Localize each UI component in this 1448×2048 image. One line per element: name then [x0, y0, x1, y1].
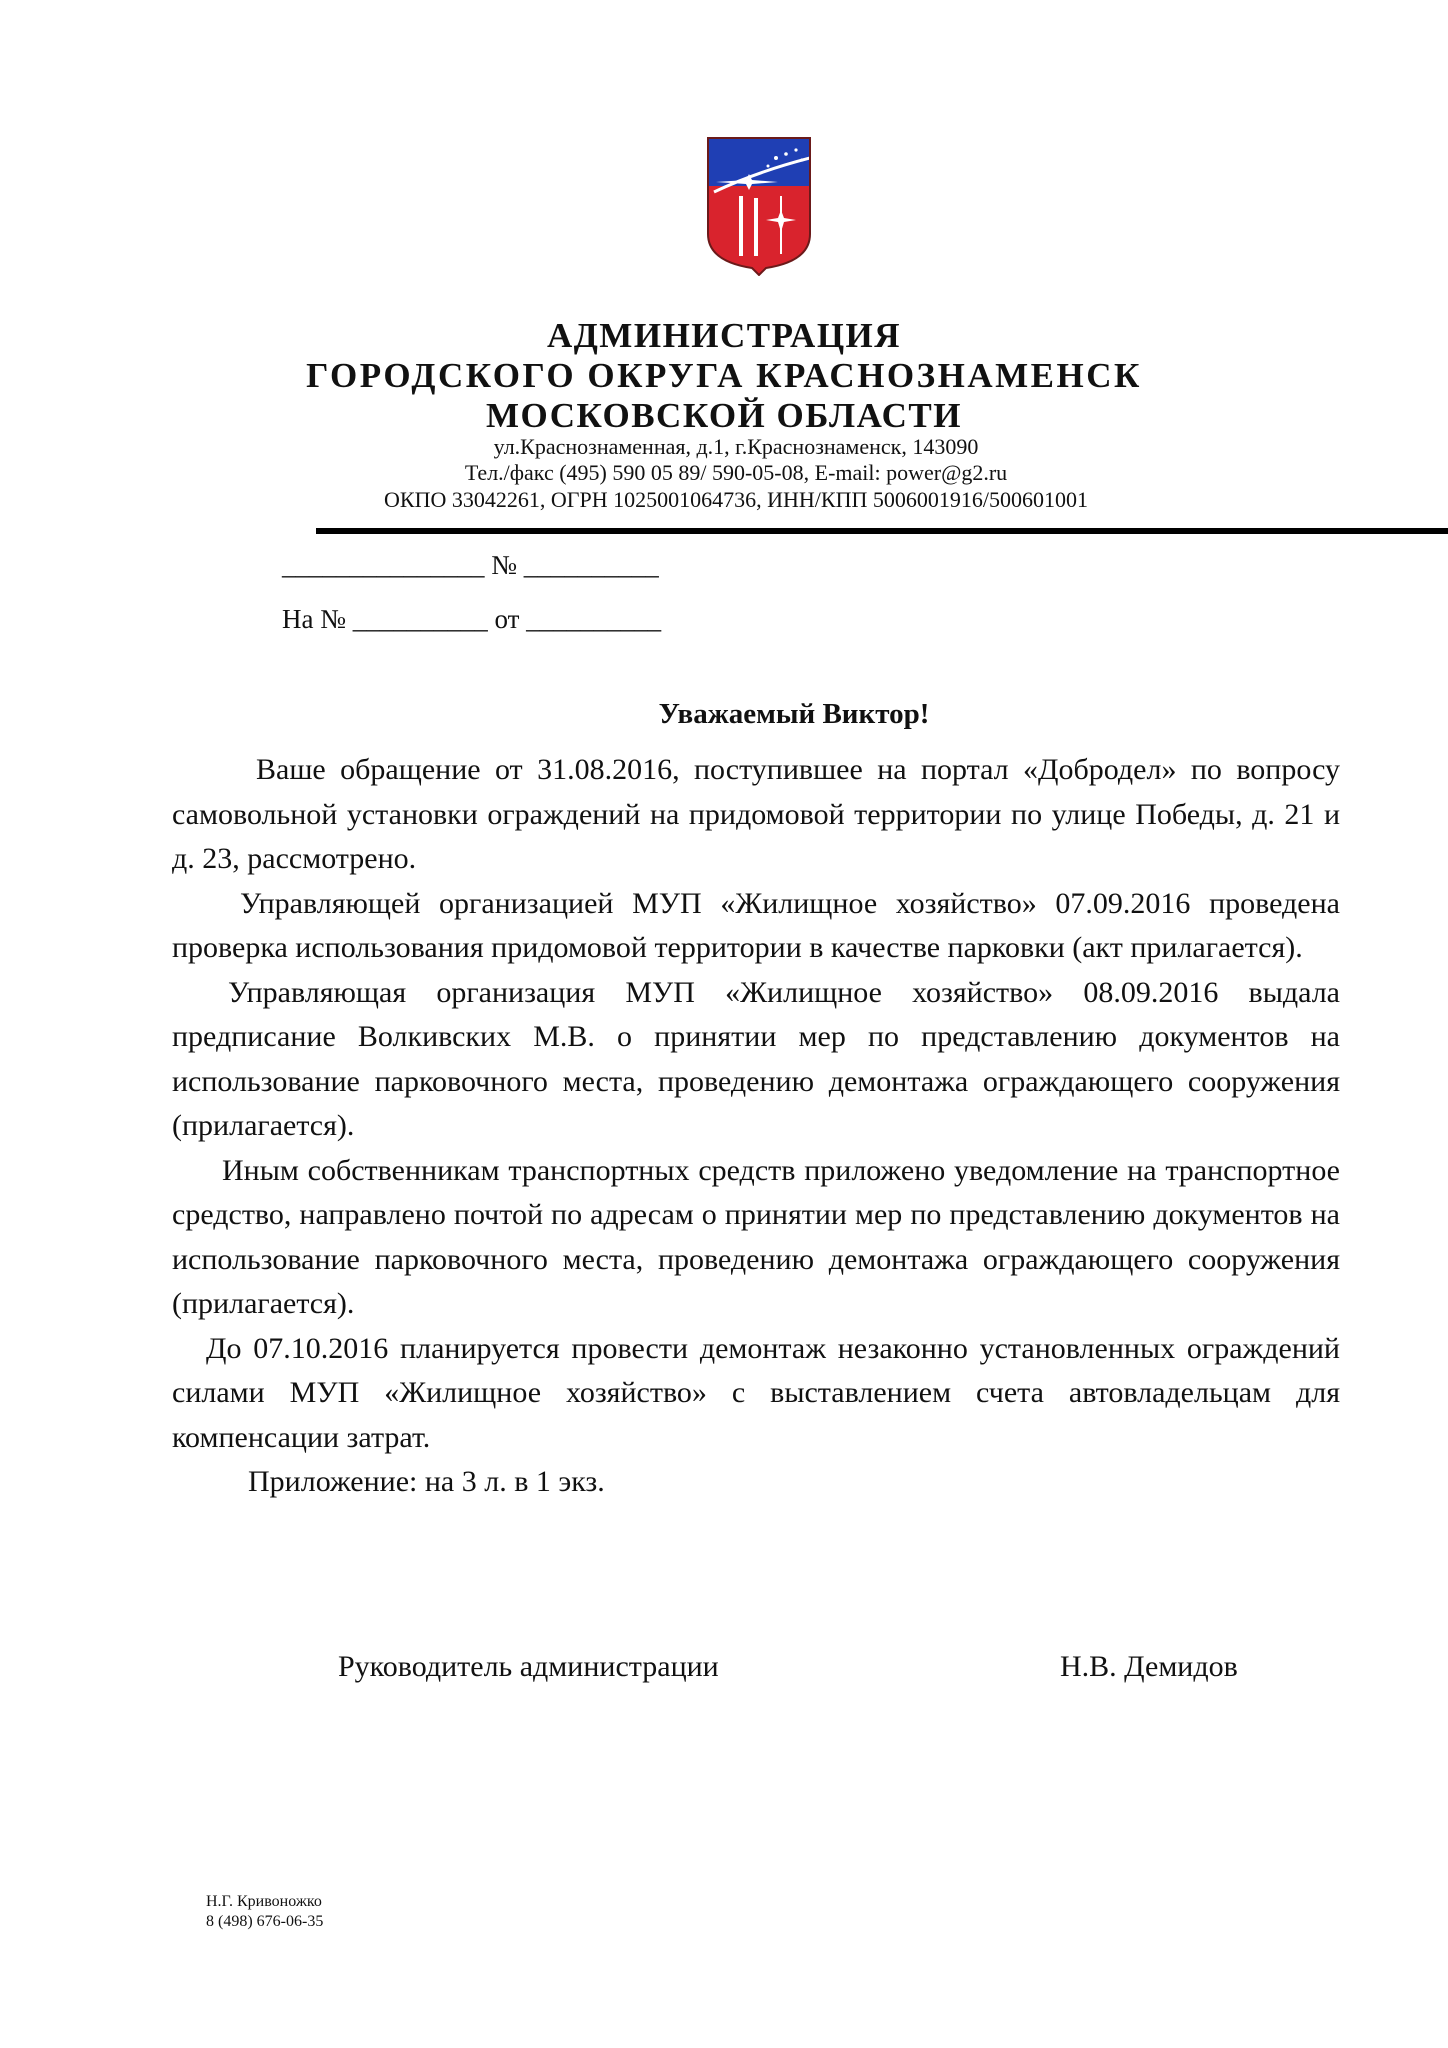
- salutation: Уважаемый Виктор!: [658, 698, 930, 730]
- header-divider: [316, 528, 1448, 534]
- paragraph: До 07.10.2016 планируется провести демонтаж незаконно установленных ограждений силами МУП «Жилищное хозяйство» с выставлением счета автовладельцам для компенсации затрат.: [172, 1331, 1340, 1454]
- attachment-note: Приложение: на 3 л. в 1 экз.: [248, 1465, 605, 1498]
- paragraph: Управляющей организацией МУП «Жилищное хозяйство» 07.09.2016 проведена проверка использования придомовой территории в качестве парковки (акт прилагается).: [172, 886, 1340, 964]
- signature-title: Руководитель администрации: [338, 1650, 719, 1683]
- org-phone: Тел./факс (495) 590 05 89/ 590-05-08, E-mail: power@g2.ru: [464, 460, 1008, 485]
- executor-name: Н.Г. Кривоножко: [206, 1893, 322, 1910]
- paragraph: Ваше обращение от 31.08.2016, поступившее на портал «Добродел» по вопросу самовольной установки ограждений на придомовой территории по улице Победы, д. 21 и д. 23, рассмотрено.: [172, 753, 1340, 875]
- executor-info: [206, 1892, 323, 1932]
- signature-name: Н.В. Демидов: [1060, 1650, 1238, 1683]
- org-name-line-3: МОСКОВСКОЙ ОБЛАСТИ: [486, 396, 962, 435]
- org-address: ул.Краснознаменная, д.1, г.Краснознаменск, 143090: [493, 434, 979, 459]
- org-codes: ОКПО 33042261, ОГРН 1025001064736, ИНН/КПП 5006001916/500601001: [384, 487, 1088, 512]
- org-name-line-2: ГОРОДСКОГО ОКРУГА КРАСНОЗНАМЕНСК: [306, 356, 1142, 395]
- letter-body: [172, 748, 1340, 1505]
- coat-of-arms-icon: [706, 136, 812, 276]
- paragraph: Управляющая организация МУП «Жилищное хозяйство» 08.09.2016 выдала предписание Волкивских М.В. о принятии мер по представлению документов на использование парковочного места, проведению демонтажа ограждающего сооружения (прилагается).: [172, 975, 1340, 1142]
- outgoing-number-line: _______________ № __________: [282, 550, 659, 580]
- org-name-line-1: АДМИНИСТРАЦИЯ: [546, 316, 902, 355]
- reference-number-line: На № __________ от __________: [282, 604, 662, 634]
- paragraph: Иным собственникам транспортных средств приложено уведомление на транспортное средство, направлено почтой по адресам о принятии мер по представлению документов на использование парковочного места, проведению демонтажа ограждающего сооружения (прилагается).: [172, 1153, 1340, 1320]
- executor-phone: 8 (498) 676-06-35: [206, 1913, 324, 1930]
